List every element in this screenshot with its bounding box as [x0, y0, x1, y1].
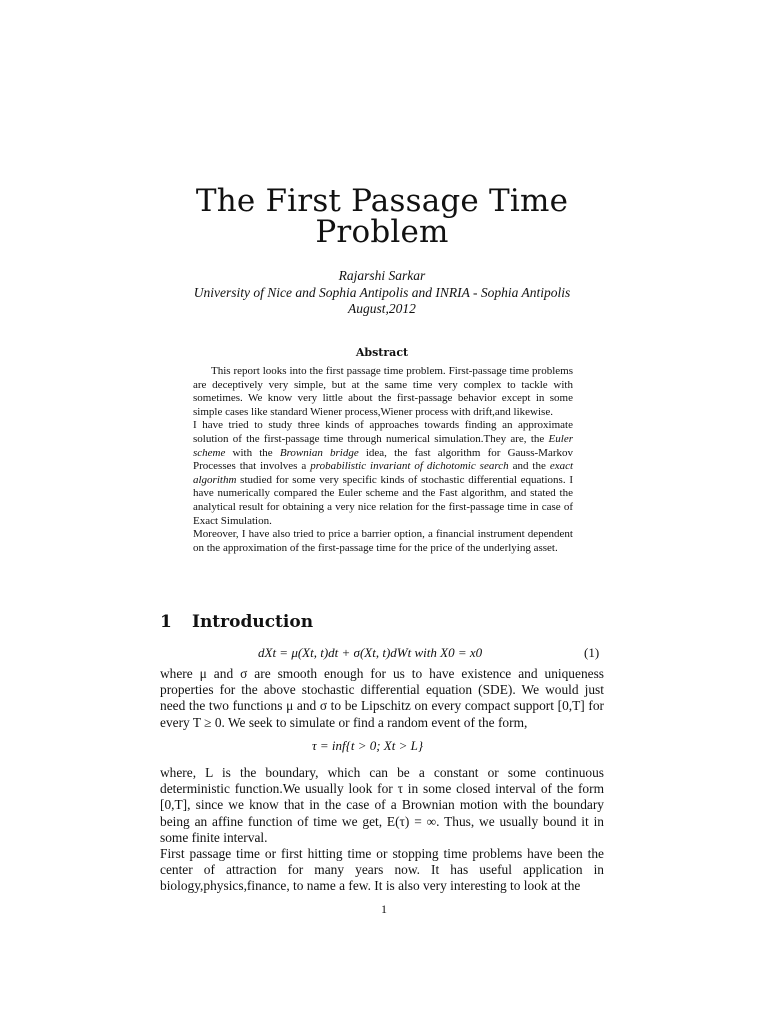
section-title: Introduction: [192, 612, 314, 632]
intro-paragraph-2: where, L is the boundary, which can be a constant or some continuous deterministic function.We usually look for τ in some closed interval of the form [0,T], since we know that in the case of a Brownian motion with the boundary being an affine function of time we get, E(τ) = ∞. Thus, we usually bound it in some finite interval. First passage time or first hitting time or stopping time problems have been the center of attraction for many years now. It has useful application in biology,physics,finance, to name a few. It is also very interesting to look at the: [160, 765, 604, 894]
section-number: 1: [160, 612, 172, 632]
paper-title: [150, 183, 614, 250]
author: Rajarshi Sarkar: [338, 268, 426, 283]
intro-paragraph-1: where μ and σ are smooth enough for us to have existence and uniqueness properties for the above stochastic differential equation (SDE). We would just need the two functions μ and σ to be Lipschitz on every compact support [0,T] for every T ≥ 0. We seek to simulate or find a random event of the form,: [160, 666, 604, 730]
title-line-2: Problem: [315, 214, 449, 250]
affiliation: University of Nice and Sophia Antipolis and INRIA - Sophia Antipolis: [193, 285, 571, 300]
abstract-paragraph-1: This report looks into the first passage time problem. First-passage time problems are deceptively very simple, but at the same time very complex to tackle with sometimes. We know very little about the first-passage behavior except in some simple cases like standard Wiener process,Wiener process with drift,and likewise.: [193, 365, 573, 418]
page-number: 1: [381, 902, 387, 916]
section-heading-introduction: [160, 612, 313, 632]
abstract-heading: Abstract: [355, 346, 409, 359]
abstract-body: [193, 365, 573, 555]
intro-paragraph-3: First passage time or first hitting time or stopping time problems have been the center of attraction for many years now. It has useful application in biology,physics,finance, to name a few. It is also very interesting to look at the: [160, 846, 604, 894]
date: August,2012: [348, 301, 416, 316]
equation-1-number: (1): [584, 645, 600, 660]
abstract-paragraph-2: I have tried to study three kinds of approaches towards finding an approximate solution of the first-passage time through numerical simulation.They are, the Euler scheme with the Brownian bridge idea, the fast algorithm for Gauss-Markov Processes that involves a probabilistic invariant of dichotomic search and the exact algorithm studied for some very specific kinds of stochastic differential equations. I have numerically compared the Euler scheme and the Fast algorithm, and stated the analytical result for obtaining a very nice relation for the first-passage time in case of Exact Simulation.: [193, 419, 574, 527]
equation-1: dXt = μ(Xt, t)dt + σ(Xt, t)dWt with X0 = x0: [258, 645, 483, 660]
abstract-paragraph-3: Moreover, I have also tried to price a barrier option, a financial instrument dependent on the approximation of the first-passage time for the price of the underlying asset.: [193, 528, 573, 554]
title-line-1: The First Passage Time: [195, 183, 569, 219]
equation-2: τ = inf{t > 0; Xt > L}: [312, 738, 424, 753]
